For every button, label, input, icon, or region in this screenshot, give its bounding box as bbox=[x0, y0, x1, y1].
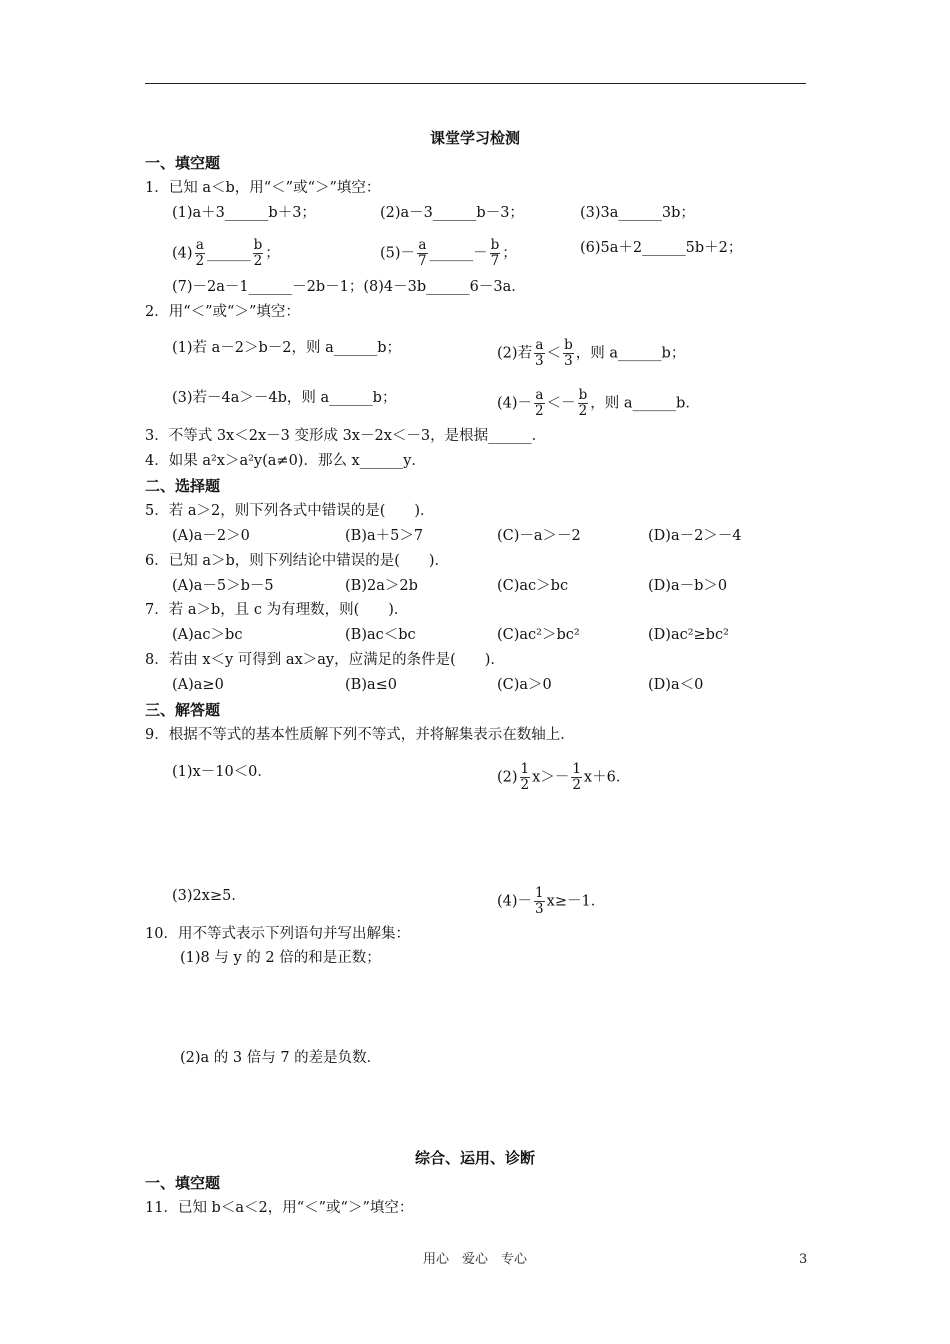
q9-item-2: (2) $\frac{1}{2}$ x＞－ $\frac{1}{2}$ x＋6． bbox=[497, 761, 631, 793]
section-title-comprehensive: 综合、运用、诊断 bbox=[414, 1149, 535, 1167]
question-4: 4．如果 a²x＞a²y(a≠0)．那么 x______y． bbox=[145, 453, 426, 469]
q7-option-c: (C)ac²＞bc² bbox=[497, 627, 580, 643]
q1-items-7-8: (7)－2a－1______－2b－1；(8)4－3b______6－3a． bbox=[172, 279, 526, 295]
fraction: $\frac{a}{2}$ bbox=[195, 237, 205, 269]
fraction: $\frac{b}{2}$ bbox=[253, 237, 263, 269]
question-8-stem: 8．若由 x＜y 可得到 ax＞ay，应满足的条件是( )． bbox=[145, 652, 505, 668]
question-1-stem: 1．已知 a＜b，用“＜”或“＞”填空： bbox=[145, 180, 381, 196]
question-7-stem: 7．若 a＞b，且 c 为有理数，则( )． bbox=[145, 602, 409, 618]
q2-item-1: (1)若 a－2＞b－2，则 a______b； bbox=[172, 340, 402, 356]
question-5-stem: 5．若 a＞2，则下列各式中错误的是( )． bbox=[145, 503, 435, 519]
q7-option-d: (D)ac²≥bc² bbox=[648, 627, 729, 643]
q5-option-d: (D)a－2＞－4 bbox=[648, 528, 742, 544]
question-10-stem: 10．用不等式表示下列语句并写出解集： bbox=[145, 926, 410, 942]
q6-option-b: (B)2a＞2b bbox=[345, 578, 418, 594]
page-number: 3 bbox=[799, 1252, 808, 1267]
q2-item-4: (4)－ $\frac{a}{2}$ ＜－ $\frac{b}{2}$ ，则 a______b． bbox=[497, 387, 700, 419]
fraction: $\frac{1}{3}$ bbox=[535, 885, 544, 917]
fraction: $\frac{b}{3}$ bbox=[564, 337, 573, 369]
section-title-classroom-check: 课堂学习检测 bbox=[429, 129, 520, 147]
q8-option-b: (B)a≤0 bbox=[345, 677, 397, 693]
part-heading-choice: 二、选择题 bbox=[145, 477, 221, 495]
q8-option-a: (A)a≥0 bbox=[172, 677, 224, 693]
footer-motto: 用心 爱心 专心 bbox=[422, 1252, 527, 1267]
q1-item-2: (2)a－3______b－3； bbox=[380, 205, 524, 221]
q2-item-2: (2)若 $\frac{a}{3}$ ＜ $\frac{b}{3}$ ，则 a______b； bbox=[497, 337, 686, 369]
q6-option-a: (A)a－5＞b－5 bbox=[172, 578, 274, 594]
q2-item-3: (3)若－4a＞－4b，则 a______b； bbox=[172, 390, 397, 406]
question-3: 3．不等式 3x＜2x－3 变形成 3x－2x＜－3，是根据______． bbox=[145, 428, 547, 444]
q1-item-5: (5)－ $\frac{a}{7}$ ______－ $\frac{b}{7}$ ； bbox=[380, 237, 517, 269]
fraction: $\frac{a}{3}$ bbox=[535, 337, 544, 369]
q10-item-1: (1)8 与 y 的 2 倍的和是正数； bbox=[180, 950, 381, 966]
q8-option-d: (D)a＜0 bbox=[648, 677, 704, 693]
question-2-stem: 2．用“＜”或“＞”填空： bbox=[145, 304, 300, 320]
q1-item-4: (4) $\frac{a}{2}$ ______ $\frac{b}{2}$ ； bbox=[172, 237, 280, 269]
fraction: $\frac{b}{7}$ bbox=[490, 237, 500, 269]
question-11-stem: 11．已知 b＜a＜2，用“＜”或“＞”填空： bbox=[145, 1200, 414, 1216]
q7-option-a: (A)ac＞bc bbox=[172, 627, 243, 643]
part-heading-fill-blank: 一、填空题 bbox=[145, 154, 221, 172]
q8-option-c: (C)a＞0 bbox=[497, 677, 552, 693]
q1-item-6: (6)5a＋2______5b＋2； bbox=[580, 240, 743, 256]
q10-item-2: (2)a 的 3 倍与 7 的差是负数． bbox=[180, 1050, 382, 1066]
header-rule bbox=[145, 83, 806, 84]
question-6-stem: 6．已知 a＞b，则下列结论中错误的是( )． bbox=[145, 553, 450, 569]
question-9-stem: 9．根据不等式的基本性质解下列不等式，并将解集表示在数轴上． bbox=[145, 727, 575, 743]
part-heading-fill-blank-2: 一、填空题 bbox=[145, 1174, 221, 1192]
q1-item-1: (1)a＋3______b＋3； bbox=[172, 205, 316, 221]
q5-option-b: (B)a＋5＞7 bbox=[345, 528, 424, 544]
q6-option-d: (D)a－b＞0 bbox=[648, 578, 728, 594]
fraction: $\frac{1}{2}$ bbox=[572, 761, 581, 793]
q1-item-3: (3)3a______3b； bbox=[580, 205, 695, 221]
q9-item-1: (1)x－10＜0． bbox=[172, 764, 272, 780]
fraction: $\frac{1}{2}$ bbox=[520, 761, 530, 793]
fraction: $\frac{b}{2}$ bbox=[578, 387, 588, 419]
q6-option-c: (C)ac＞bc bbox=[497, 578, 569, 594]
fraction: $\frac{a}{2}$ bbox=[535, 387, 544, 419]
q9-item-4: (4)－ $\frac{1}{3}$ x≥－1． bbox=[497, 885, 606, 917]
q5-option-c: (C)－a＞－2 bbox=[497, 528, 581, 544]
q5-option-a: (A)a－2＞0 bbox=[172, 528, 250, 544]
q7-option-b: (B)ac＜bc bbox=[345, 627, 416, 643]
part-heading-solve: 三、解答题 bbox=[145, 701, 221, 719]
q9-item-3: (3)2x≥5． bbox=[172, 888, 246, 904]
fraction: $\frac{a}{7}$ bbox=[418, 237, 427, 269]
